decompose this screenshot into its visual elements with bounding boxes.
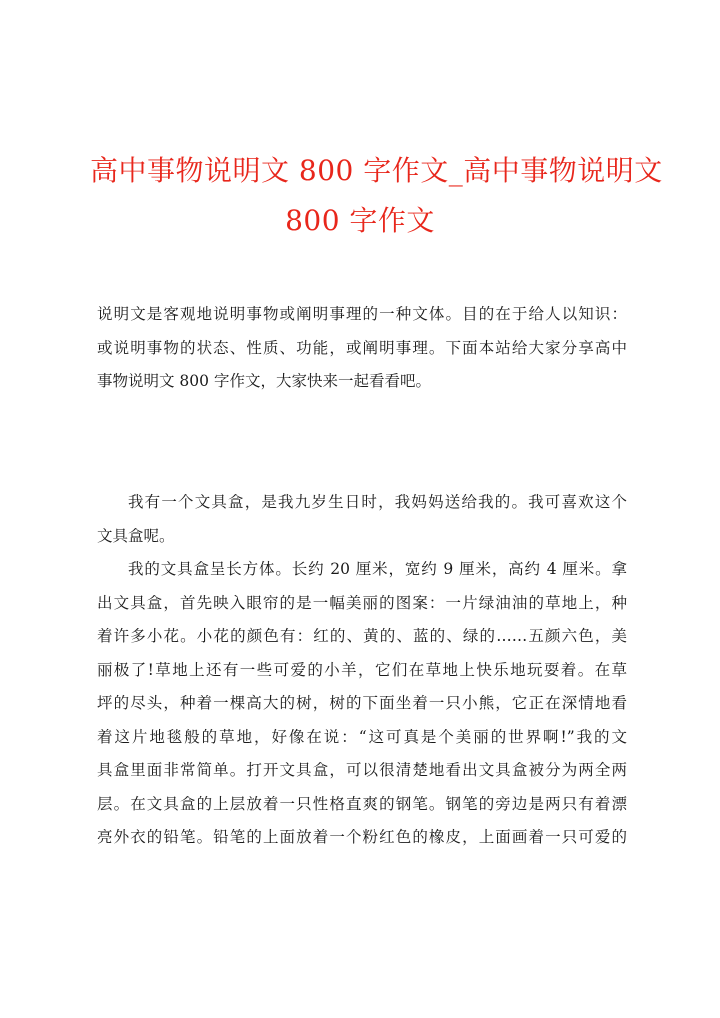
essay-line: 层。在文具盒的上层放着一只性格直爽的钢笔。钢笔的旁边是两只有着漂: [97, 794, 627, 813]
title-line-1: 高中事物说明文 800 字作文_高中事物说明文: [90, 154, 663, 187]
intro-paragraph: [97, 298, 627, 399]
essay-paragraph-1: [97, 486, 627, 553]
essay-line: 坪的尽头，种着一棵高大的树，树的下面坐着一只小熊，它正在深情地看: [97, 694, 627, 712]
essay-line: 我的文具盒呈长方体。长约 20 厘米，宽约 9 厘米，高约 4 厘米。拿: [128, 560, 627, 578]
essay-line: 我有一个文具盒，是我九岁生日时，我妈妈送给我的。我可喜欢这个: [128, 493, 627, 511]
essay-line: 丽极了!草地上还有一些可爱的小羊，它们在草地上快乐地玩耍着。在草: [97, 660, 627, 679]
essay-body: [97, 486, 627, 855]
intro-line: 事物说明文 800 字作文，大家快来一起看看吧。: [97, 372, 431, 390]
intro-line: 或说明事物的状态、性质、功能，或阐明事理。下面本站给大家分享高中: [97, 338, 627, 357]
essay-line: 亮外衣的铅笔。铅笔的上面放着一个粉红色的橡皮，上面画着一只可爱的: [97, 828, 627, 846]
essay-line: 着许多小花。小花的颜色有：红的、黄的、蓝的、绿的……五颜六色，美: [97, 627, 627, 645]
essay-paragraph-2: [97, 553, 627, 855]
essay-line: 文具盒呢。: [97, 526, 175, 545]
title-line-2: 800 字作文: [285, 204, 435, 237]
essay-line: 出文具盒，首先映入眼帘的是一幅美丽的图案：一片绿油油的草地上，种: [97, 593, 627, 612]
intro-line: 说明文是客观地说明事物或阐明事理的一种文体。目的在于给人以知识：: [97, 305, 627, 323]
essay-line: 着这片地毯般的草地，好像在说：“这可真是个美丽的世界啊!”我的文: [97, 727, 627, 746]
essay-line: 具盒里面非常简单。打开文具盒，可以很清楚地看出文具盒被分为两全两: [97, 761, 627, 779]
document-title: [90, 146, 663, 246]
